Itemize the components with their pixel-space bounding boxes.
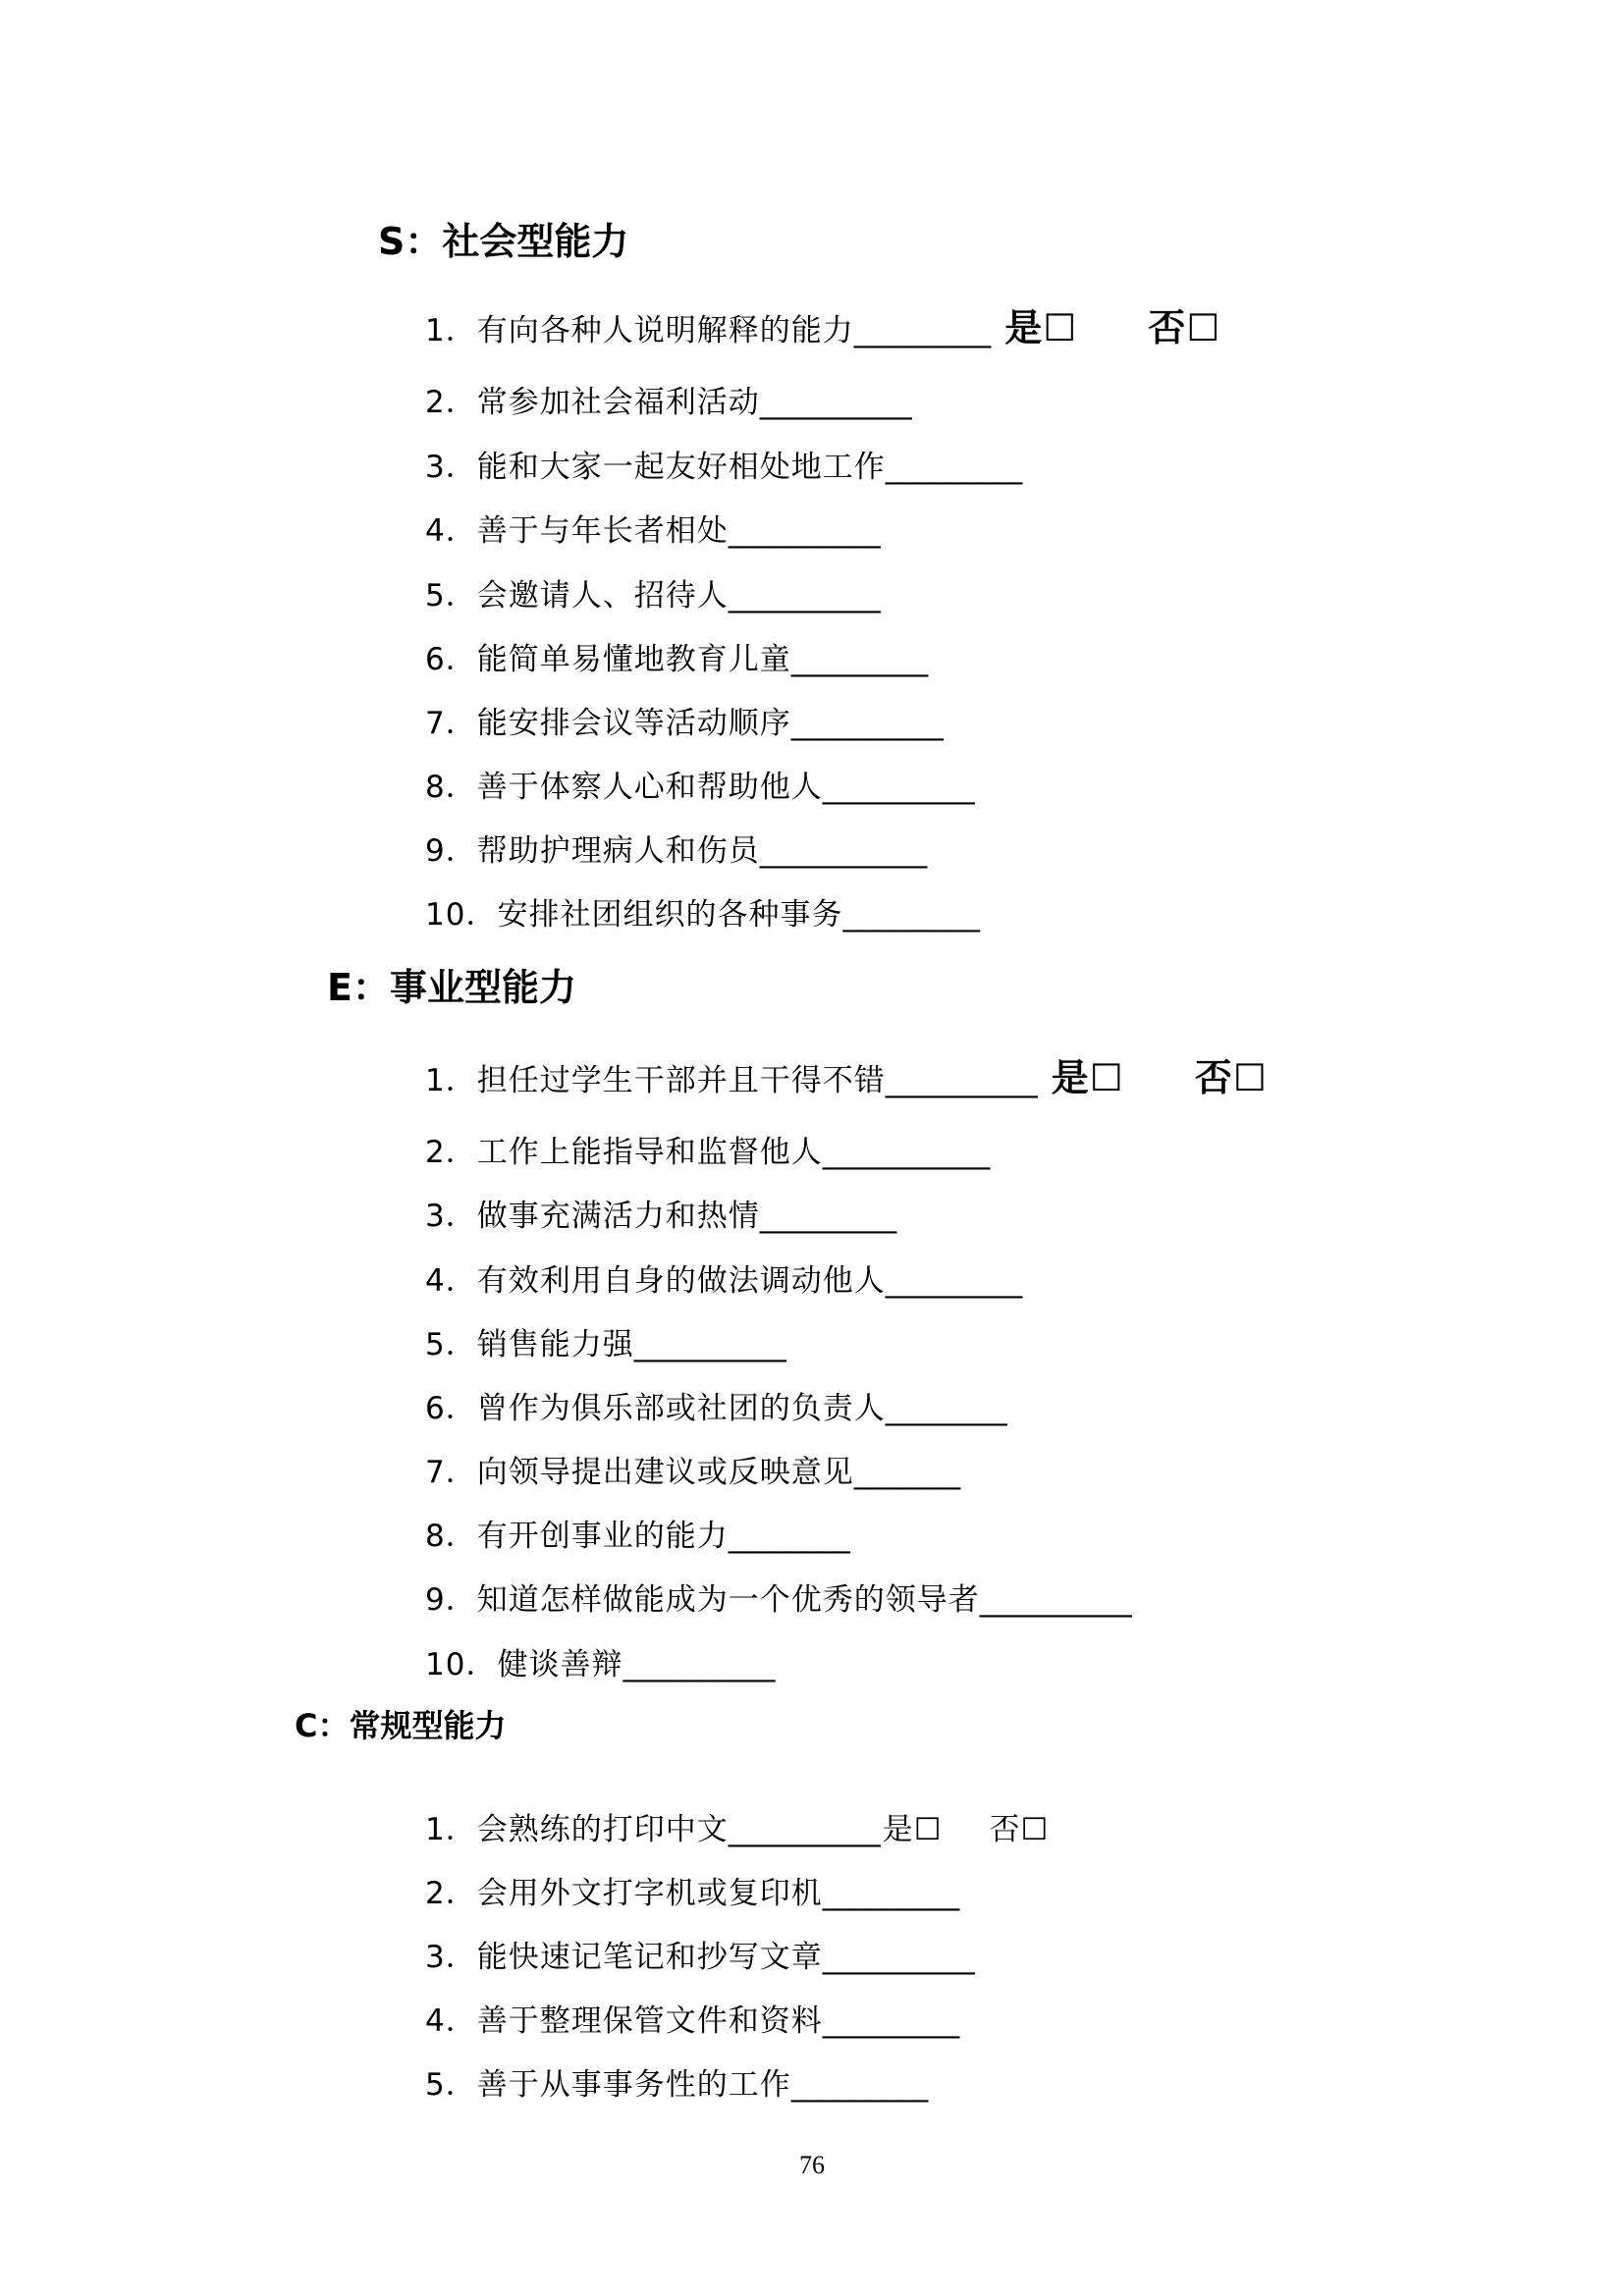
list-item xyxy=(425,895,980,934)
answer-blank: _________ xyxy=(790,642,929,677)
item-text: 3．能和大家一起友好相处地工作 xyxy=(425,450,886,485)
item-text: 8．有开创事业的能力 xyxy=(425,1519,729,1554)
answer-blank: __________ xyxy=(633,1327,786,1362)
item-text: 6．能简单易懂地教育儿童 xyxy=(425,642,791,677)
list-item xyxy=(425,831,927,871)
answer-blank: __________ xyxy=(728,1812,881,1847)
list-item xyxy=(425,1389,1007,1428)
list-item xyxy=(425,1197,896,1236)
list-item xyxy=(425,1874,959,1913)
item-text: 3．能快速记笔记和抄写文章 xyxy=(425,1940,823,1975)
item-text: 3．做事充满活力和热情 xyxy=(425,1199,760,1234)
list-item xyxy=(425,511,881,551)
list-item xyxy=(425,1133,990,1172)
item-text: 7．向领导提出建议或反映意见 xyxy=(425,1455,854,1490)
answer-blank: ___________ xyxy=(759,833,928,869)
answer-blank: _______ xyxy=(853,1455,961,1490)
item-text: 4．有效利用自身的做法调动他人 xyxy=(425,1263,886,1299)
answer-blank: _________ xyxy=(853,313,992,348)
answer-blank: __________ xyxy=(728,513,881,549)
item-text: 2．工作上能指导和监督他人 xyxy=(425,1135,823,1170)
page-number: 76 xyxy=(799,2151,825,2179)
answer-blank: __________ xyxy=(728,578,881,614)
list-item xyxy=(425,2065,928,2105)
item-text: 5．销售能力强 xyxy=(425,1327,634,1362)
answer-blank: __________ xyxy=(790,706,944,741)
answer-blank: _________ xyxy=(759,1199,897,1234)
section-title-enterprising: E：事业型能力 xyxy=(327,966,576,1009)
item-text: 1．会熟练的打印中文 xyxy=(425,1812,729,1847)
list-item xyxy=(425,1058,1268,1100)
answer-blank: ________ xyxy=(728,1519,850,1554)
list-item xyxy=(425,576,881,615)
list-item xyxy=(425,1810,1049,1849)
answer-blank: __________ xyxy=(822,770,975,805)
yes-checkbox[interactable]: 是☐ xyxy=(882,1812,943,1847)
item-text: 4．善于整理保管文件和资料 xyxy=(425,2003,823,2039)
list-item xyxy=(425,1453,960,1492)
item-text: 5．善于从事事务性的工作 xyxy=(425,2067,791,2103)
item-text: 7．能安排会议等活动顺序 xyxy=(425,706,791,741)
item-text: 4．善于与年长者相处 xyxy=(425,513,729,549)
list-item xyxy=(425,704,944,743)
list-item xyxy=(425,1261,1022,1301)
answer-blank: _________ xyxy=(822,2003,960,2039)
item-text: 9．帮助护理病人和伤员 xyxy=(425,833,760,869)
list-item xyxy=(425,1645,775,1684)
no-checkbox[interactable]: 否☐ xyxy=(1148,306,1221,349)
no-checkbox[interactable]: 否☐ xyxy=(1194,1056,1268,1099)
list-item xyxy=(425,1938,975,1977)
yes-checkbox[interactable]: 是☐ xyxy=(1004,306,1078,349)
item-text: 2．常参加社会福利活动 xyxy=(425,385,760,420)
answer-blank: __________ xyxy=(759,385,912,420)
answer-blank: _________ xyxy=(822,1876,960,1911)
list-item xyxy=(425,448,1022,487)
item-text: 8．善于体察人心和帮助他人 xyxy=(425,770,823,805)
answer-blank: ___________ xyxy=(822,1135,991,1170)
answer-blank: __________ xyxy=(979,1582,1132,1618)
item-text: 5．会邀请人、招待人 xyxy=(425,578,729,614)
item-text: 10．健谈善辩 xyxy=(425,1647,623,1682)
list-item xyxy=(425,1517,850,1556)
item-text: 1．担任过学生干部并且干得不错 xyxy=(425,1063,886,1098)
section-title-social: S：社会型能力 xyxy=(378,220,629,263)
answer-blank: __________ xyxy=(623,1647,776,1682)
answer-blank: __________ xyxy=(885,1063,1038,1098)
answer-blank: _________ xyxy=(885,450,1023,485)
list-item xyxy=(425,308,1220,350)
answer-blank: ________ xyxy=(885,1391,1007,1426)
answer-blank: __________ xyxy=(822,1940,975,1975)
list-item xyxy=(425,2002,959,2041)
list-item xyxy=(425,383,912,422)
list-item xyxy=(425,1580,1132,1620)
item-text: 1．有向各种人说明解释的能力 xyxy=(425,313,854,348)
yes-checkbox[interactable]: 是☐ xyxy=(1051,1056,1124,1099)
section-title-conventional: C：常规型能力 xyxy=(295,1707,507,1744)
answer-blank: _________ xyxy=(790,2067,929,2103)
item-text: 9．知道怎样做能成为一个优秀的领导者 xyxy=(425,1582,980,1618)
no-checkbox[interactable]: 否☐ xyxy=(989,1812,1050,1847)
answer-blank: _________ xyxy=(842,897,980,933)
item-text: 10．安排社团组织的各种事务 xyxy=(425,897,843,933)
item-text: 2．会用外文打字机或复印机 xyxy=(425,1876,823,1911)
item-text: 6．曾作为俱乐部或社团的负责人 xyxy=(425,1391,886,1426)
answer-blank: _________ xyxy=(885,1263,1023,1299)
list-item xyxy=(425,640,928,679)
list-item xyxy=(425,1325,786,1364)
list-item xyxy=(425,768,975,807)
